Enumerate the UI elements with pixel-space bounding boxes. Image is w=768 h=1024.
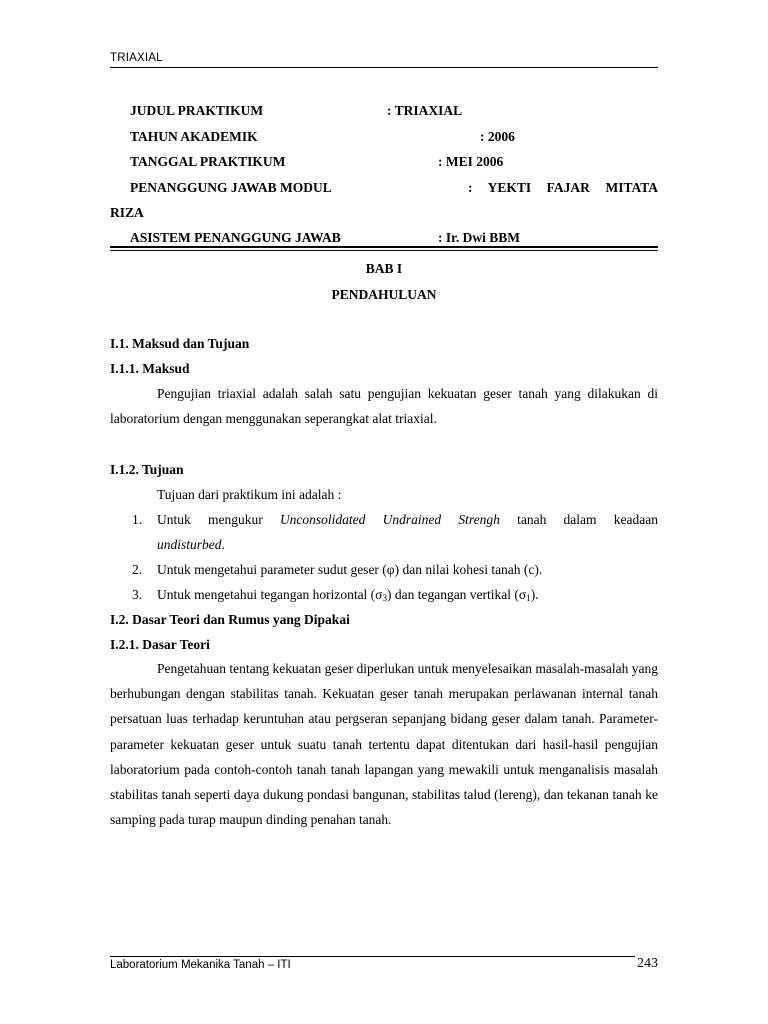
meta-value: : TRIAXIAL [387, 103, 463, 118]
meta-value: : YEKTI FAJAR MITATA [468, 180, 658, 195]
meta-value: : Ir. Dwi BBM [438, 230, 521, 245]
footer-text: Laboratorium Mekanika Tanah – ITI [110, 959, 291, 971]
page-number: 243 [637, 956, 658, 971]
header-rule [110, 67, 658, 68]
document-page [110, 0, 658, 1024]
list-text: Untuk mengetahui parameter sudut geser (φ) dan nilai kohesi tanah (c). [157, 562, 543, 577]
list-text: Untuk mengukur Unconsolidated Undrained Strengh tanah dalam keadaan [157, 512, 658, 527]
footer-rule [110, 956, 635, 957]
list-text: undisturbed. [157, 537, 225, 552]
section-heading: I.2. Dasar Teori dan Rumus yang Dipakai [110, 612, 350, 627]
meta-label: PENANGGUNG JAWAB MODUL [130, 180, 332, 195]
list-text: Untuk mengetahui tegangan horizontal $(\sigma_3)$ dan tegangan vertikal $(\sigma_1)$. [157, 587, 539, 603]
chapter-title: PENDAHULUAN [331, 287, 437, 302]
double-rule [110, 246, 658, 251]
running-header: TRIAXIAL [110, 52, 163, 64]
meta-label: ASISTEM PENANGGUNG JAWAB [130, 230, 341, 245]
paragraph-text: Pengujian triaxial adalah salah satu pengujian kekuatan geser tanah yang dilakukan di laboratorium dengan menggunakan seperangkat alat triaxial. [110, 386, 658, 427]
section-heading: I.1. Maksud dan Tujuan [110, 336, 250, 351]
paragraph-text: Pengetahuan tentang kekuatan geser diperlukan untuk menyelesaikan masalah-masalah yang berhubungan dengan stabilitas tanah. Kekuatan geser tanah merupakan perlawanan internal tanah persatuan luas terhadap keruntuhan atau pergseran sepanjang bidang geser dalam tanah. Parameter-parameter kekuatan geser untuk suatu tanah tertentu dapat ditentukan dari hasil-hasil pengujian laboratorium pada contoh-contoh tanah tanah lapangan yang mewakili untuk menganalisis masalah stabilitas tanah seperti daya dukung pondasi bangunan, stabilitas talud (lereng), dan tekanan tanah ke samping pada turap maupun dinding penahan tanah. [110, 661, 658, 828]
list-number: 3. [132, 587, 143, 602]
meta-label: TANGGAL PRAKTIKUM [130, 154, 286, 169]
meta-label: JUDUL PRAKTIKUM [130, 103, 264, 118]
meta-value: : 2006 [480, 129, 515, 144]
subsection-heading: I.1.1. Maksud [110, 361, 190, 376]
list-number: 1. [132, 512, 143, 527]
tujuan-intro: Tujuan dari praktikum ini adalah : [157, 487, 342, 502]
chapter-number: BAB I [365, 261, 403, 276]
list-number: 2. [132, 562, 143, 577]
meta-value-continued: RIZA [110, 205, 144, 220]
meta-label: TAHUN AKADEMIK [130, 129, 258, 144]
subsection-heading: I.1.2. Tujuan [110, 462, 184, 477]
paragraph-maksud [110, 381, 658, 431]
subsection-heading: I.2.1. Dasar Teori [110, 637, 210, 652]
meta-value: : MEI 2006 [438, 154, 504, 169]
paragraph-dasar-teori [110, 656, 658, 832]
